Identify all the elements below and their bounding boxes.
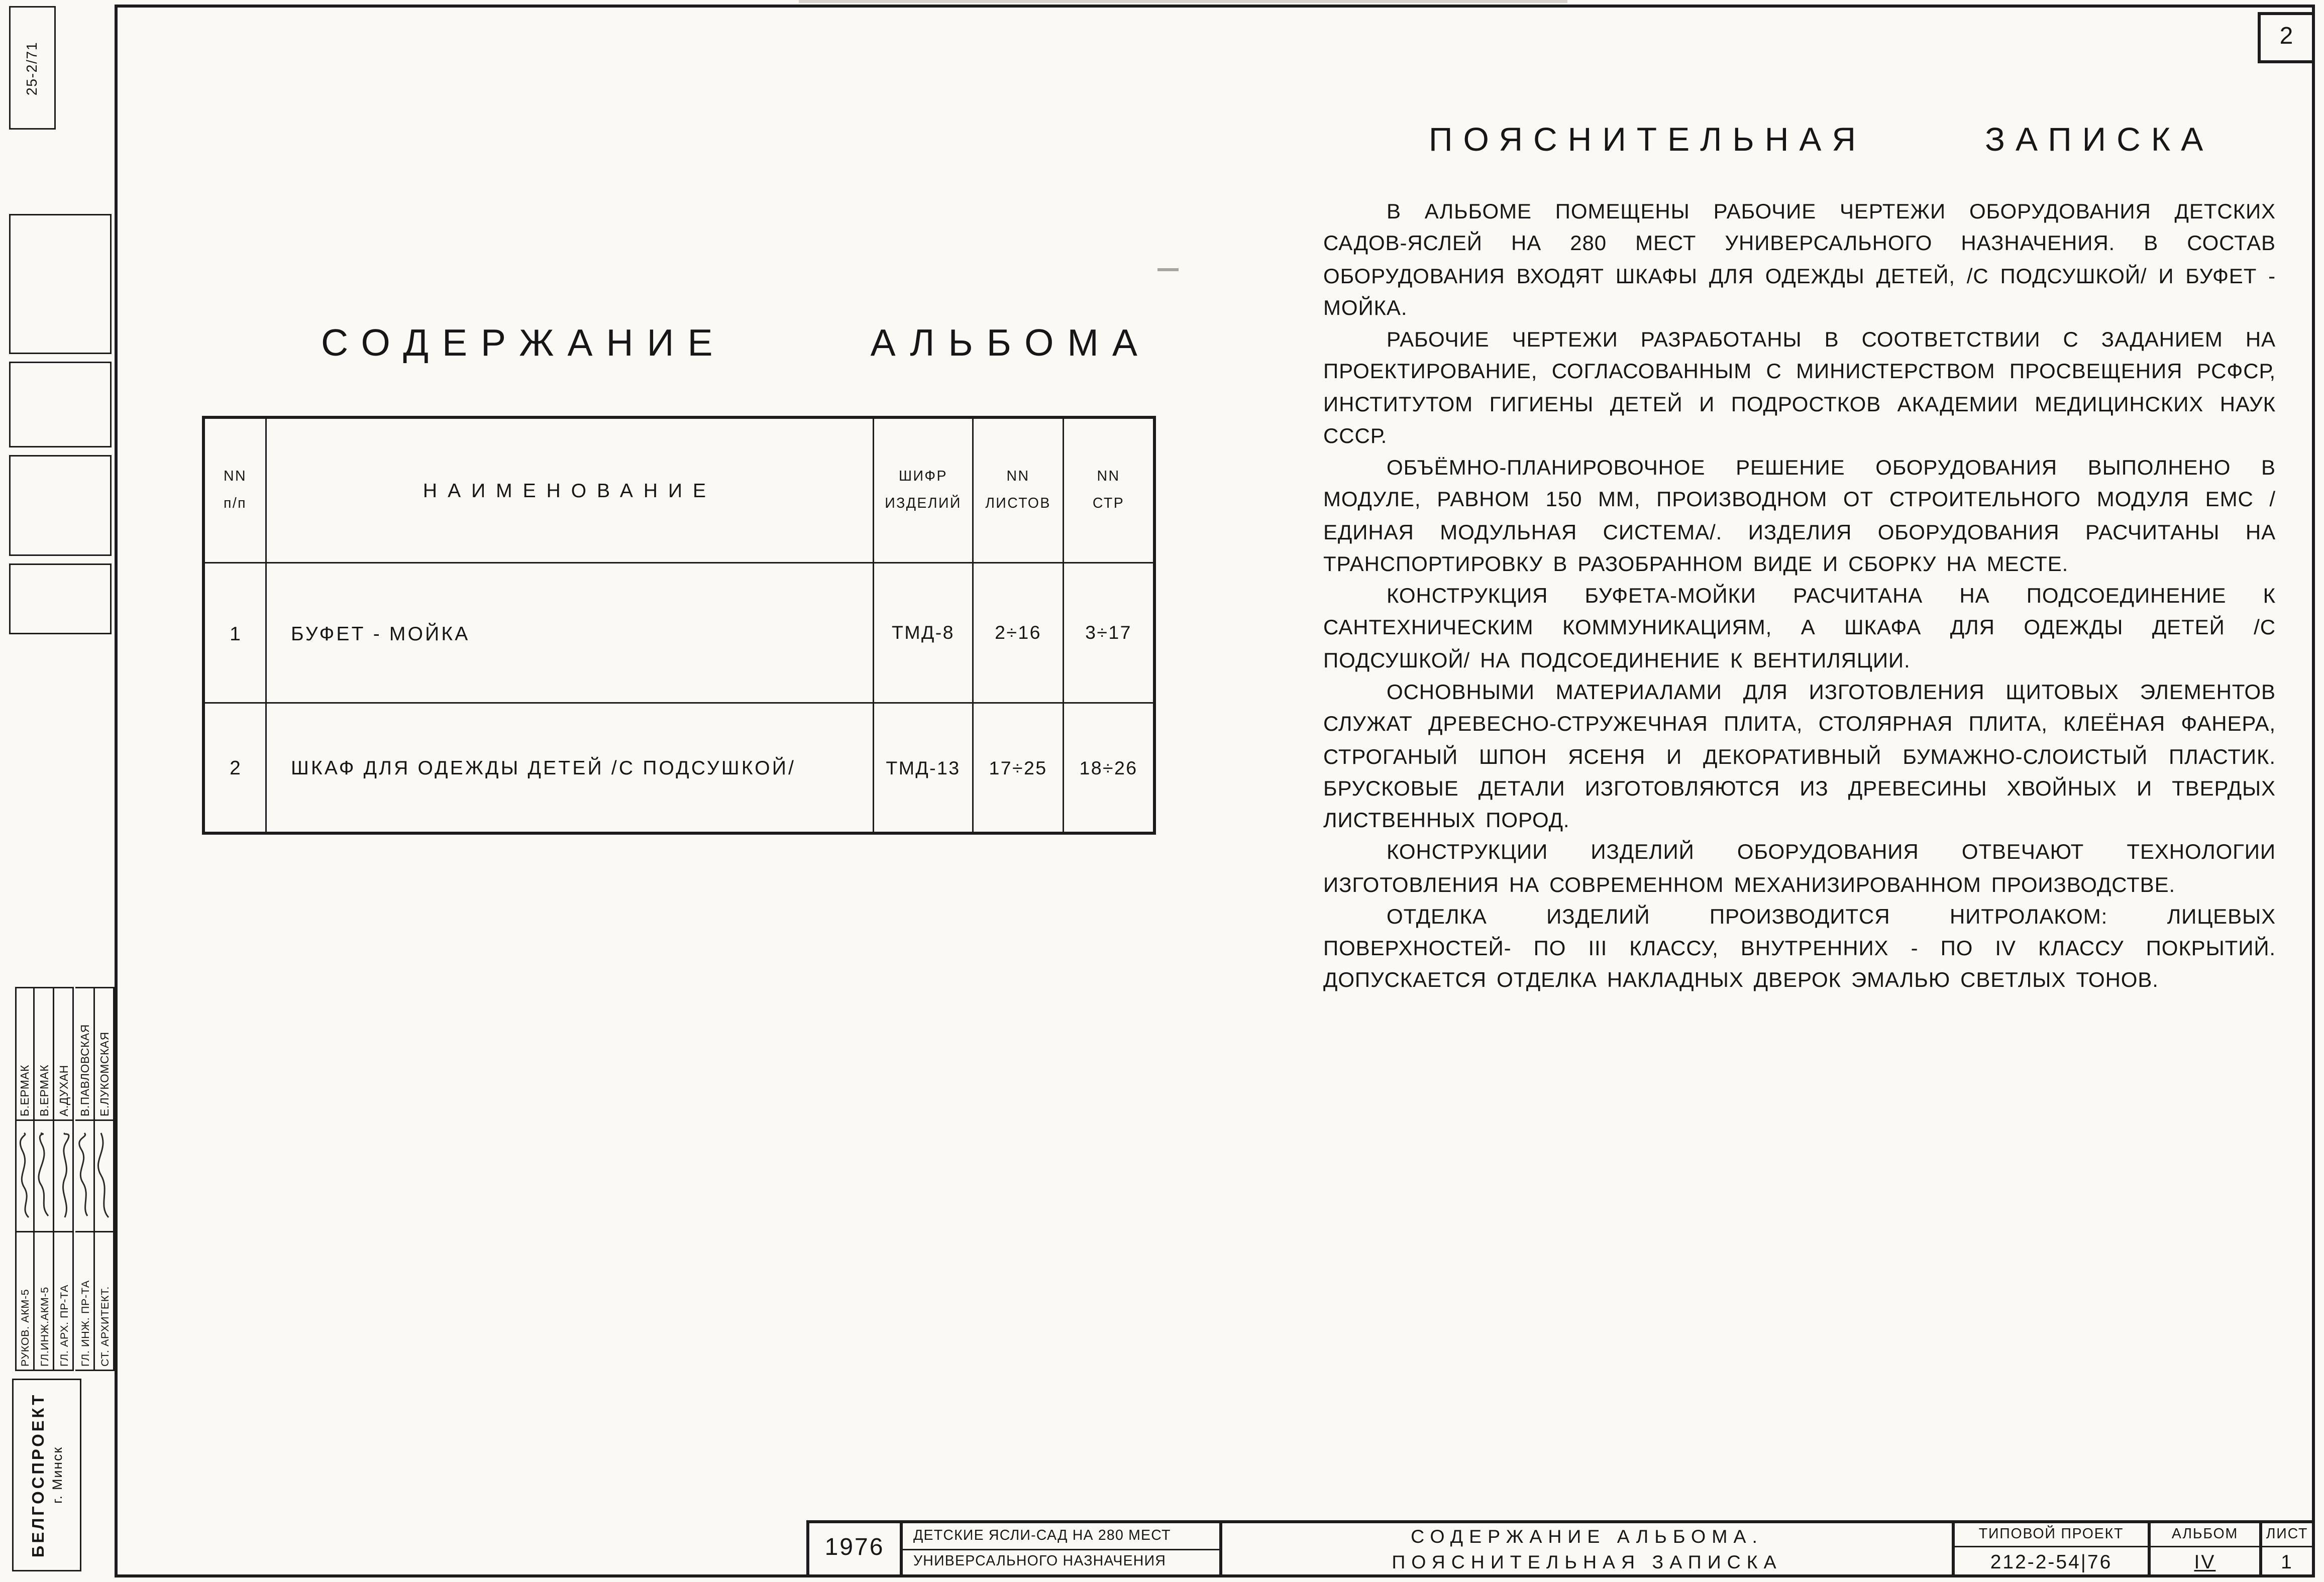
signer-role: ГЛ. ИНЖ. ПР-ТА bbox=[75, 1231, 93, 1370]
table-row-name: ШКАФ ДЛЯ ОДЕЖДЫ ДЕТЕЙ /С ПОДСУШКОЙ/ bbox=[267, 704, 874, 832]
signer-name: Е.ЛУКОМСКАЯ bbox=[97, 1032, 111, 1116]
sheet-title-line2: ПОЯСНИТЕЛЬНАЯ ЗАПИСКА bbox=[1392, 1551, 1782, 1572]
signer-name: Б.ЕРМАК bbox=[18, 1064, 32, 1116]
title-block-series bbox=[1955, 1523, 2151, 1574]
project-name-line1: ДЕТСКИЕ ЯСЛИ-САД НА 280 МЕСТ bbox=[903, 1523, 1219, 1550]
table-row-sheets: 17÷25 bbox=[974, 704, 1064, 832]
signer-role: ГЛ.ИНЖ.АКМ-5 bbox=[35, 1231, 54, 1370]
stamp-empty-box bbox=[9, 563, 112, 634]
header-pages-top: NN bbox=[1097, 469, 1120, 485]
note-paragraph: ОТДЕЛКА ИЗДЕЛИЙ ПРОИЗВОДИТСЯ НИТРОЛАКОМ: ЛИЦЕВЫХ ПОВЕРХНОСТЕЙ- ПО III КЛАССУ, ВНУТРЕННИХ - ПО IV КЛАССУ ПОКРЫТИЙ. ДОПУСКАЕТСЯ ОТДЕЛКА НАКЛАДНЫХ ДВЕРОК ЭМАЛЬЮ СВЕТЛЫХ ТОНОВ. bbox=[1323, 903, 2276, 992]
signature-mark bbox=[55, 1119, 73, 1231]
note-paragraph: ОСНОВНЫМИ МАТЕРИАЛАМИ ДЛЯ ИЗГОТОВЛЕНИЯ ЩИТОВЫХ ЭЛЕМЕНТОВ СЛУЖАТ ДРЕВЕСНО-СТРУЖЕЧНАЯ ПЛИТА, СТОЛЯРНАЯ ПЛИТА, КЛЕЁНАЯ ФАНЕРА, СТРОГАНЫЙ ШПОН ЯСЕНЯ И ДЕКОРАТИВНЫЙ БУМАЖНО-СЛОИСТЫЙ ПЛАСТИК. БРУСКОВЫЕ ДЕТАЛИ ИЗГОТОВЛЯЮТСЯ ИЗ ДРЕВЕСИНЫ ХВОЙНЫХ И ТВЕРДЫХ ЛИСТВЕННЫХ ПОРОД. bbox=[1323, 679, 2276, 832]
signer-row bbox=[94, 987, 115, 1371]
table-header-num bbox=[205, 419, 267, 563]
table-row-code: ТМД-8 bbox=[874, 563, 974, 704]
table-row-pages: 3÷17 bbox=[1064, 563, 1153, 704]
header-pages-bottom: СТР bbox=[1092, 496, 1125, 512]
stamp-empty-box bbox=[9, 455, 112, 556]
table-header-pages bbox=[1064, 419, 1153, 563]
note-title: ПОЯСНИТЕЛЬНАЯ ЗАПИСКА bbox=[1429, 121, 2214, 158]
organization-box bbox=[12, 1379, 81, 1571]
series-label: ТИПОВОЙ ПРОЕКТ bbox=[1955, 1523, 2148, 1547]
signer-role: СТ. АРХИТЕКТ. bbox=[94, 1231, 113, 1370]
header-num-top: NN bbox=[223, 469, 247, 485]
note-paragraph: ОБЪЁМНО-ПЛАНИРОВОЧНОЕ РЕШЕНИЕ ОБОРУДОВАНИЯ ВЫПОЛНЕНО В МОДУЛЕ, РАВНОМ 150 ММ, ПРОИЗВОДНОМ ОТ СТРОИТЕЛЬНОГО МОДУЛЯ ЕМС /ЕДИНАЯ МОДУЛЬНАЯ СИСТЕМА/. ИЗДЕЛИЯ ОБОРУДОВАНИЯ РАСЧИТАНЫ НА ТРАНСПОРТИРОВКУ В РАЗОБРАННОМ ВИДЕ И СБОРКУ НА МЕСТЕ. bbox=[1323, 455, 2276, 576]
scan-artifact bbox=[1157, 268, 1179, 271]
scan-artifact bbox=[799, 0, 1567, 3]
table-header-code bbox=[874, 419, 974, 563]
table-row-code: ТМД-13 bbox=[874, 704, 974, 832]
title-block-sheet bbox=[2262, 1523, 2312, 1574]
project-name-line2: УНИВЕРСАЛЬНОГО НАЗНАЧЕНИЯ bbox=[913, 1553, 1167, 1570]
signature-mark bbox=[94, 1119, 113, 1231]
album-value: IV bbox=[2194, 1549, 2216, 1572]
page-number: 2 bbox=[2279, 24, 2293, 50]
title-block-album bbox=[2151, 1523, 2262, 1574]
contents-title: СОДЕРЖАНИЕ АЛЬБОМА bbox=[321, 322, 1151, 365]
series-value: 212-2-54|76 bbox=[1990, 1549, 2112, 1572]
sheet-value: 1 bbox=[2281, 1549, 2293, 1572]
table-row-name: БУФЕТ - МОЙКА bbox=[267, 563, 874, 704]
note-body bbox=[1323, 196, 2276, 997]
table-header-sheets bbox=[974, 419, 1064, 563]
sheet-label: ЛИСТ bbox=[2262, 1523, 2312, 1547]
note-paragraph: КОНСТРУКЦИИ ИЗДЕЛИЙ ОБОРУДОВАНИЯ ОТВЕЧАЮТ ТЕХНОЛОГИИ ИЗГОТОВЛЕНИЯ НА СОВРЕМЕННОМ МЕХАНИЗИРОВАННОМ ПРОИЗВОДСТВЕ. bbox=[1323, 839, 2276, 896]
header-sheets-top: NN bbox=[1006, 469, 1030, 485]
note-paragraph: В АЛЬБОМЕ ПОМЕЩЕНЫ РАБОЧИЕ ЧЕРТЕЖИ ОБОРУДОВАНИЯ ДЕТСКИХ САДОВ-ЯСЛЕЙ НА 280 МЕСТ УНИВЕРСАЛЬНОГО НАЗНАЧЕНИЯ. В СОСТАВ ОБОРУДОВАНИЯ ВХОДЯТ ШКАФЫ ДЛЯ ОДЕЖДЫ ДЕТЕЙ, /С ПОДСУШКОЙ/ И БУФЕТ - МОЙКА. bbox=[1323, 199, 2276, 319]
note-paragraph: КОНСТРУКЦИЯ БУФЕТА-МОЙКИ РАСЧИТАНА НА ПОДСОЕДИНЕНИЕ К САНТЕХНИЧЕСКИМ КОММУНИКАЦИЯМ, А ШКАФА ДЛЯ ОДЕЖДЫ ДЕТЕЙ /С ПОДСУШКОЙ/ НА ПОДСОЕДИНЕНИЕ К ВЕНТИЛЯЦИИ. bbox=[1323, 583, 2276, 672]
contents-table bbox=[202, 416, 1156, 835]
stamp-empty-box bbox=[9, 214, 112, 354]
header-code-top: ШИФР bbox=[899, 469, 947, 485]
signer-role: РУКОВ. АКМ-5 bbox=[17, 1231, 34, 1370]
page-number-box bbox=[2258, 12, 2315, 63]
signer-role: ГЛ. АРХ. ПР-ТА bbox=[55, 1231, 73, 1370]
doc-number: 25-2/71 bbox=[24, 41, 41, 95]
signer-row bbox=[15, 987, 35, 1371]
title-block-year: 1976 bbox=[809, 1523, 903, 1574]
signature-mark bbox=[17, 1119, 34, 1231]
header-code-bottom: ИЗДЕЛИЙ bbox=[885, 496, 962, 512]
title-block bbox=[806, 1520, 2315, 1577]
signer-row bbox=[35, 987, 55, 1371]
table-row-pages: 18÷26 bbox=[1079, 757, 1138, 778]
signer-name: А.ДУХАН bbox=[57, 1065, 71, 1116]
table-row-num: 2 bbox=[205, 704, 267, 832]
signature-mark bbox=[35, 1119, 54, 1231]
stamp-empty-box bbox=[9, 362, 112, 447]
note-paragraph: РАБОЧИЕ ЧЕРТЕЖИ РАЗРАБОТАНЫ В СООТВЕТСТВИИ С ЗАДАНИЕМ НА ПРОЕКТИРОВАНИЕ, СОГЛАСОВАННЫМ С МИНИСТЕРСТВОМ ПРОСВЕЩЕНИЯ РСФСР, ИНСТИТУТОМ ГИГИЕНЫ ДЕТЕЙ И ПОДРОСТКОВ АКАДЕМИИ МЕДИЦИНСКИХ НАУК СССР. bbox=[1323, 327, 2276, 447]
title-block-sheet-title bbox=[1222, 1523, 1955, 1574]
organization-city: г. Минск bbox=[49, 1446, 64, 1504]
signer-name: В.ЕРМАК bbox=[37, 1064, 51, 1116]
table-row-num: 1 bbox=[205, 563, 267, 704]
side-stamp bbox=[9, 3, 115, 1579]
header-sheets-bottom: ЛИСТОВ bbox=[985, 496, 1051, 512]
title-block-project bbox=[903, 1523, 1222, 1574]
signer-name: В.ПАВЛОВСКАЯ bbox=[77, 1024, 91, 1116]
doc-number-box bbox=[9, 6, 56, 130]
album-label: АЛЬБОМ bbox=[2151, 1523, 2259, 1547]
table-header-name: НАИМЕНОВАНИЕ bbox=[267, 419, 874, 563]
header-num-bottom: п/п bbox=[223, 496, 247, 512]
signer-row bbox=[75, 987, 95, 1371]
signer-row bbox=[55, 987, 75, 1371]
organization-name: БЕЛГОСПРОЕКТ bbox=[29, 1392, 48, 1558]
table-row-sheets: 2÷16 bbox=[974, 563, 1064, 704]
sheet-title-line1: СОДЕРЖАНИЕ АЛЬБОМА. bbox=[1411, 1525, 1763, 1547]
signature-mark bbox=[75, 1119, 93, 1231]
